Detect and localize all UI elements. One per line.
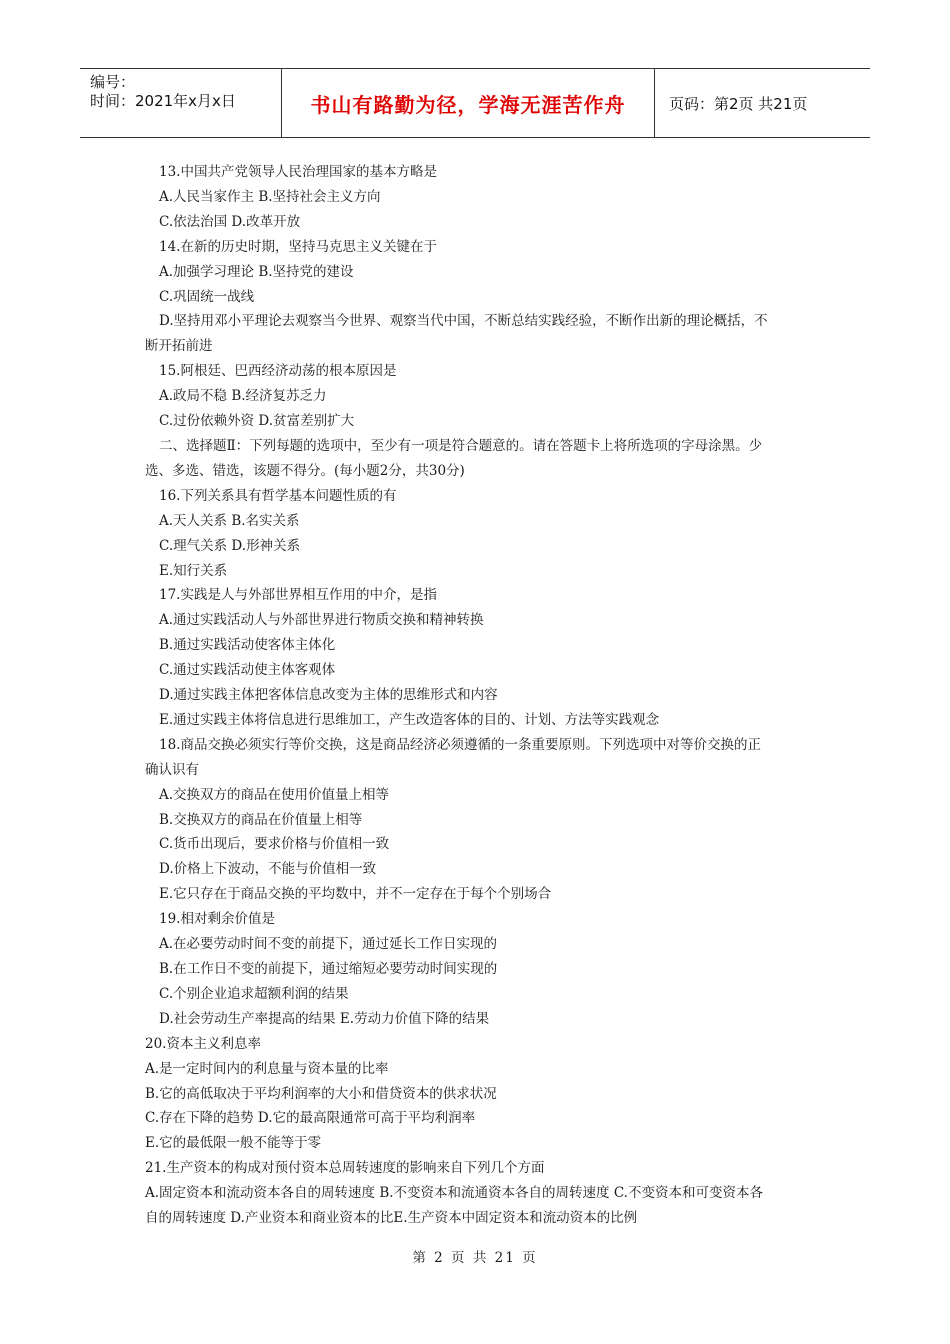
option-line: B.通过实践活动使客体主体化 (159, 637, 336, 654)
option-line: D.通过实践主体把客体信息改变为主体的思维形式和内容 (159, 687, 498, 704)
question-16: 16.下列关系具有哲学基本问题性质的有 (159, 487, 397, 504)
option-line: D.社会劳动生产率提高的结果 E.劳动力价值下降的结果 (159, 1010, 490, 1027)
option-line: A.是一定时间内的利息量与资本量的比率 (145, 1060, 389, 1077)
option-line: C.巩固统一战线 (159, 288, 255, 305)
page-header (80, 68, 870, 138)
option-line: C.通过实践活动使主体客观体 (159, 662, 336, 679)
option-line: A.加强学习理论 B.坚持党的建设 (159, 263, 354, 280)
option-line: D.坚持用邓小平理论去观察当今世界、观察当代中国，不断总结实践经验，不断作出新的理论概括，不 (159, 313, 768, 330)
option-line: B.在工作日不变的前提下，通过缩短必要劳动时间实现的 (159, 961, 498, 977)
option-line: C.依法治国 D.改革开放 (159, 213, 301, 230)
option-line: B.它的高低取决于平均利润率的大小和借贷资本的供求状况 (145, 1085, 497, 1102)
option-line: A.在必要劳动时间不变的前提下，通过延长工作日实现的 (159, 936, 498, 953)
section-heading: 二、选择题Ⅱ：下列每题的选项中，至少有一项是符合题意的。请在答题卡上将所选项的字母涂黑。少 (159, 437, 763, 454)
section-heading-continued: 选、多选、错选，该题不得分。(每小题2分，共30分) (145, 462, 465, 479)
question-19: 19.相对剩余价值是 (159, 911, 275, 928)
time-label: 时间：2021年x月x日 (90, 92, 236, 110)
option-line: C.货币出现后，要求价格与价值相一致 (159, 836, 390, 853)
option-line: A.交换双方的商品在使用价值量上相等 (159, 786, 390, 803)
option-line: A.天人关系 B.名实关系 (159, 512, 300, 529)
option-line-continued: 断开拓前进 (145, 338, 213, 355)
option-line: B.交换双方的商品在价值量上相等 (159, 811, 363, 828)
question-18: 18.商品交换必须实行等价交换，这是商品经济必须遵循的一条重要原则。下列选项中对等价交换的正 (159, 736, 761, 753)
option-line: A.政局不稳 B.经济复苏乏力 (159, 388, 327, 405)
option-line: E.它只存在于商品交换的平均数中，并不一定存在于每个个别场合 (159, 886, 552, 903)
question-18-continued: 确认识有 (145, 761, 199, 778)
page-footer: 第 2 页 共 21 页 (412, 1250, 538, 1266)
number-label: 编号： (90, 73, 136, 91)
question-17: 17.实践是人与外部世界相互作用的中介，是指 (159, 587, 437, 604)
option-line: C.过份依赖外资 D.贫富差别扩大 (159, 413, 355, 430)
option-line: E.通过实践主体将信息进行思维加工，产生改造客体的目的、计划、方法等实践观念 (159, 711, 660, 728)
header-page-code: 页码：第2页 共21页 (669, 94, 808, 113)
option-line: C.个别企业追求超额利润的结果 (159, 985, 349, 1002)
option-line: C.理气关系 D.形神关系 (159, 537, 301, 554)
option-line: A.人民当家作主 B.坚持社会主义方向 (159, 188, 381, 205)
option-line: E.知行关系 (159, 562, 228, 579)
question-14: 14.在新的历史时期，坚持马克思主义关键在于 (159, 238, 437, 255)
header-meta (80, 69, 282, 137)
option-line: D.价格上下波动，不能与价值相一致 (159, 861, 377, 878)
header-motto: 书山有路勤为径，学海无涯苦作舟 (282, 69, 655, 137)
question-15: 15.阿根廷、巴西经济动荡的根本原因是 (159, 363, 397, 380)
option-line: E.它的最低限一般不能等于零 (145, 1135, 322, 1152)
question-21: 21.生产资本的构成对预付资本总周转速度的影响来自下列几个方面 (145, 1160, 545, 1177)
option-line: 自的周转速度 D.产业资本和商业资本的比E.生产资本中固定资本和流动资本的比例 (145, 1210, 638, 1227)
option-line: A.固定资本和流动资本各自的周转速度 B.不变资本和流通资本各自的周转速度 C.不变资本和可变资本各 (145, 1185, 763, 1202)
option-line: C.存在下降的趋势 D.它的最高限通常可高于平均利润率 (145, 1110, 476, 1127)
question-13: 13.中国共产党领导人民治理国家的基本方略是 (159, 164, 437, 180)
question-20: 20.资本主义利息率 (145, 1035, 261, 1052)
option-line: A.通过实践活动人与外部世界进行物质交换和精神转换 (159, 612, 484, 629)
document-body (145, 160, 810, 1231)
